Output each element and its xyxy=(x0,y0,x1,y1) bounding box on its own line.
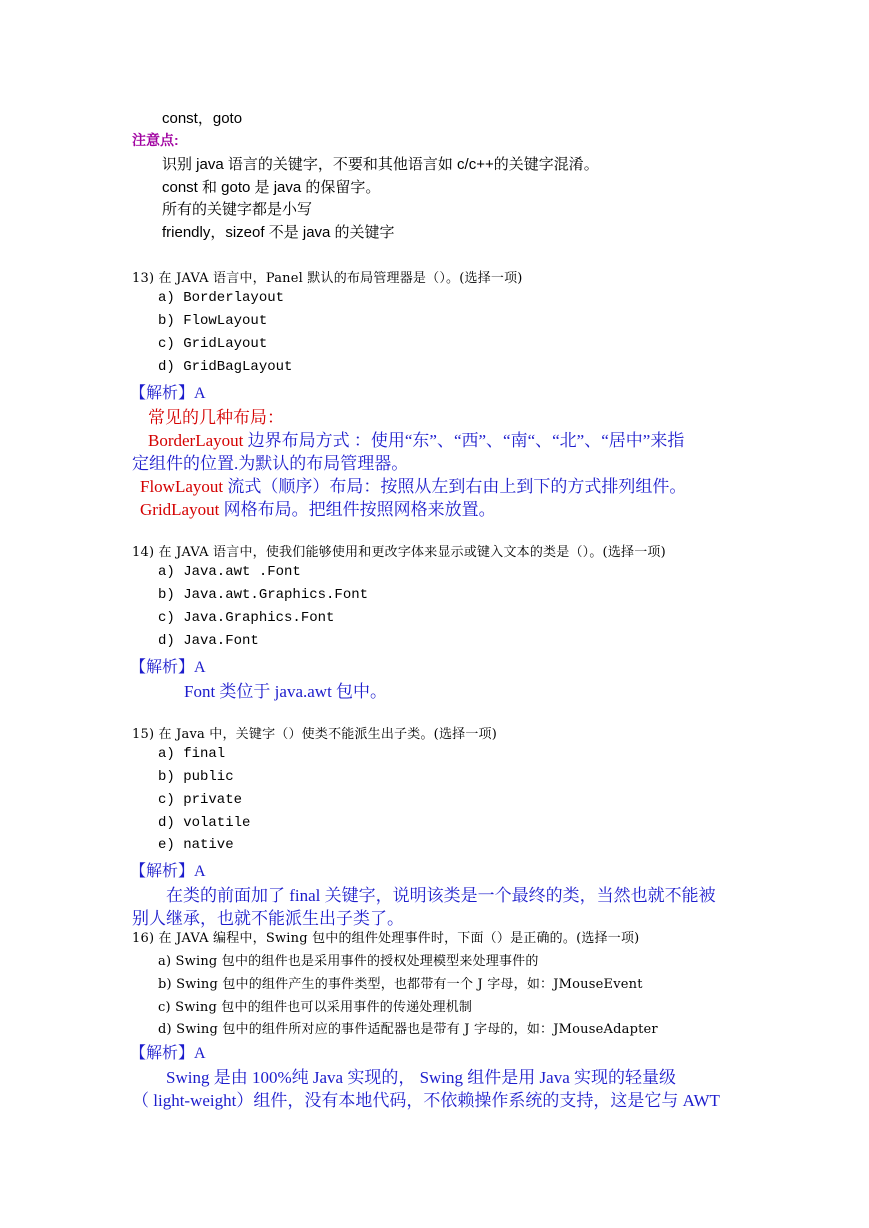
option: d) Java.Font xyxy=(158,633,259,649)
flow-layout-line xyxy=(140,472,686,497)
border-layout-term: BorderLayout xyxy=(148,431,244,450)
answer-value: A xyxy=(194,659,206,676)
border-layout-desc: 边界布局方式 ：使用“东”、“西”、“南“、“北”、“居中”来指 xyxy=(243,431,685,450)
note-item: 识别 java 语言的关键字，不要和其他语言如 c/c++的关键字混淆。 xyxy=(162,156,599,173)
flow-layout-term: FlowLayout xyxy=(140,477,224,496)
option: b) Swing 包中的组件产生的事件类型，也都带有一个 J 字母，如：JMouseEvent xyxy=(158,977,643,992)
option: b) Java.awt.Graphics.Font xyxy=(158,587,369,603)
option: d) Swing 包中的组件所对应的事件适配器也是带有 J 字母的，如：JMouseAdapter xyxy=(158,1022,658,1037)
note-item: friendly，sizeof 不是 java 的关键字 xyxy=(162,224,395,241)
note-title: 注意点: xyxy=(132,132,179,148)
question-16: 16) 在 JAVA 编程中，Swing 包中的组件处理事件时，下面（）是正确的。(选择一项) xyxy=(132,931,640,946)
option: c) Swing 包中的组件也可以采用事件的传递处理机制 xyxy=(158,1000,473,1015)
explanation-15-line2: 别人继承，也就不能派生出子类了。 xyxy=(132,909,404,928)
option: a) final xyxy=(158,746,226,762)
option: a) Swing 包中的组件也是采用事件的授权处理模型来处理事件的 xyxy=(158,954,539,969)
option: e) native xyxy=(158,837,234,853)
question-15: 15) 在 Java 中，关键字（）使类不能派生出子类。(选择一项) xyxy=(132,727,498,742)
border-layout-line xyxy=(148,426,684,451)
answer-label: 【解析】 xyxy=(130,659,195,676)
answer-label: 【解析】 xyxy=(130,863,195,880)
note-item: 所有的关键字都是小写 xyxy=(162,201,313,218)
option: a) Borderlayout xyxy=(158,290,285,306)
answer-value: A xyxy=(194,1045,206,1062)
note-item: const 和 goto 是 java 的保留字。 xyxy=(162,179,381,196)
answer-label: 【解析】 xyxy=(130,385,195,402)
option: b) public xyxy=(158,769,234,785)
option: b) FlowLayout xyxy=(158,313,268,329)
grid-layout-line xyxy=(140,495,496,520)
answer-label: 【解析】 xyxy=(130,1045,195,1062)
option: d) GridBagLayout xyxy=(158,359,293,375)
answer-line-15 xyxy=(130,858,206,881)
explanation-16-line1: Swing 是由 100%纯 Java 实现的， Swing 组件是用 Java 实现的轻量级 xyxy=(166,1068,676,1087)
option: c) private xyxy=(158,792,243,808)
layouts-heading: 常见的几种布局： xyxy=(148,408,284,427)
option: c) GridLayout xyxy=(158,336,268,352)
explanation-14: Font 类位于 java.awt 包中。 xyxy=(184,682,388,701)
answer-line-16 xyxy=(130,1040,206,1063)
answer-value: A xyxy=(194,863,206,880)
answer-line-13 xyxy=(130,380,206,403)
answer-line-14 xyxy=(130,654,206,677)
grid-layout-term: GridLayout xyxy=(140,500,220,519)
question-14: 14) 在 JAVA 语言中，使我们能够使用和更改字体来显示或键入文本的类是（）。(选择一项) xyxy=(132,545,666,560)
explanation-16-line2: （ light-weight）组件，没有本地代码，不依赖操作系统的支持，这是它与 AWT xyxy=(132,1091,720,1110)
option: a) Java.awt .Font xyxy=(158,564,301,580)
answer-value: A xyxy=(194,385,206,402)
option: c) Java.Graphics.Font xyxy=(158,610,335,626)
grid-layout-desc: 网格布局。把组件按照网格来放置。 xyxy=(219,500,496,519)
question-13: 13) 在 JAVA 语言中，Panel 默认的布局管理器是（）。(选择一项) xyxy=(132,271,523,286)
border-layout-desc-cont: 定组件的位置.为默认的布局管理器。 xyxy=(132,454,409,473)
explanation-15-line1: 在类的前面加了 final 关键字，说明该类是一个最终的类，当然也就不能被 xyxy=(166,886,716,905)
option: d) volatile xyxy=(158,815,251,831)
flow-layout-desc: 流式（顺序）布局：按照从左到右由上到下的方式排列组件。 xyxy=(223,477,687,496)
keywords-line: const，goto xyxy=(162,110,243,127)
